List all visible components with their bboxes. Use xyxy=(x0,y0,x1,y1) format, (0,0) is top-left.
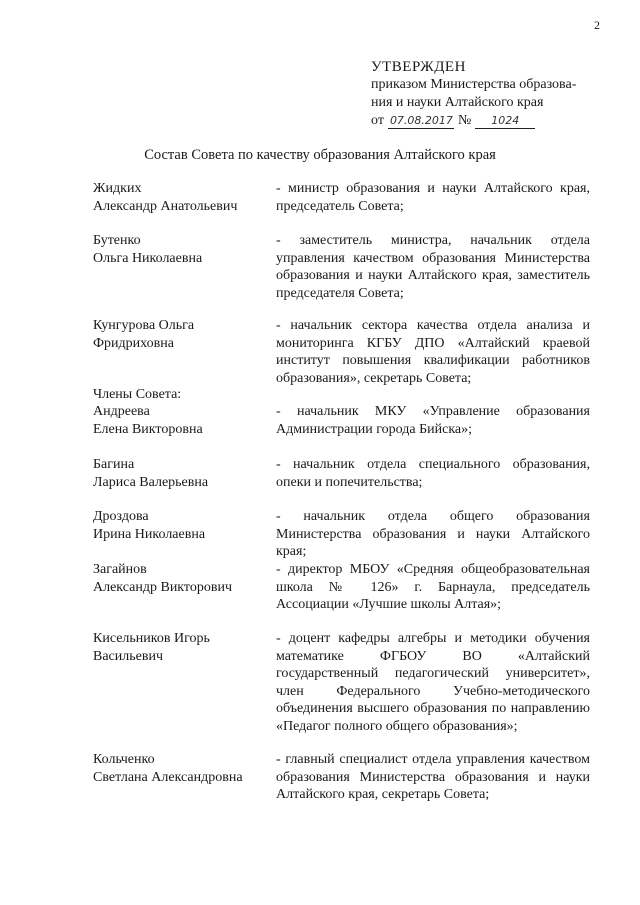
member-surname: Дроздова xyxy=(93,509,149,524)
order-date: 07.08.2017 xyxy=(389,114,453,127)
member-given-names: Васильевич xyxy=(93,648,163,664)
member-role: - директор МБОУ «Средняя общеобразовательная школа № 126» г. Барнаула, председатель Ассоциации «Лучшие школы Алтая»; xyxy=(276,562,590,612)
member-surname: Бутенко xyxy=(93,233,141,248)
member-role: - заместитель министра, начальник отдела управления качеством образования Министерства образования и науки Алтайского края, заместитель председателя Совета; xyxy=(276,233,590,301)
member-name xyxy=(93,508,276,561)
member-surname: Кунгурова Ольга xyxy=(93,318,195,333)
member-row xyxy=(93,317,590,387)
member-given-names: Ольга Николаевна xyxy=(93,250,203,266)
members-section-label: Члены Совета: xyxy=(93,387,182,402)
member-row xyxy=(93,403,590,438)
member-row xyxy=(93,751,590,804)
member-name xyxy=(93,456,276,491)
member-row xyxy=(93,456,590,491)
order-prefix: от xyxy=(371,113,384,128)
member-role: - начальник сектора качества отдела анализа и мониторинга КГБУ ДПО «Алтайский краевой институт повышения квалификации работников образования», секретарь Совета; xyxy=(276,318,590,386)
order-number: 1024 xyxy=(475,114,535,129)
member-row xyxy=(93,508,590,561)
member-name xyxy=(93,180,276,215)
member-row xyxy=(93,180,590,215)
member-surname: Жидких xyxy=(93,181,142,196)
member-surname: Багина xyxy=(93,457,135,472)
page-number: 2 xyxy=(594,18,600,32)
member-given-names: Александр Викторович xyxy=(93,579,233,595)
member-surname: Загайнов xyxy=(93,562,147,577)
member-name xyxy=(93,403,276,438)
approval-line-1: приказом Министерства образова- xyxy=(371,77,577,92)
approval-line-2: ния и науки Алтайского края xyxy=(371,95,544,110)
member-role: - начальник отдела общего образования Министерства образования и науки Алтайского края; xyxy=(276,509,590,559)
approval-title: УТВЕРЖДЕН xyxy=(371,59,466,75)
member-surname: Андреева xyxy=(93,404,150,419)
approval-block xyxy=(371,58,603,130)
member-row xyxy=(93,630,590,735)
member-given-names: Светлана Александровна xyxy=(93,769,243,785)
member-role: - министр образования и науки Алтайского края, председатель Совета; xyxy=(276,181,590,214)
member-surname: Кольченко xyxy=(93,752,155,767)
member-row xyxy=(93,561,590,614)
member-name xyxy=(93,630,276,735)
member-given-names: Елена Викторовна xyxy=(93,421,203,437)
member-name xyxy=(93,317,276,387)
member-name xyxy=(93,561,276,614)
member-role: - главный специалист отдела управления качеством образования Министерства образования и науки Алтайского края, секретарь Совета; xyxy=(276,752,590,802)
member-given-names: Ирина Николаевна xyxy=(93,526,206,542)
member-name xyxy=(93,751,276,804)
member-row xyxy=(93,232,590,302)
document-title: Состав Совета по качеству образования Алтайского края xyxy=(144,147,496,163)
member-given-names: Фридриховна xyxy=(93,335,174,351)
order-line xyxy=(371,112,603,130)
member-given-names: Лариса Валерьевна xyxy=(93,474,209,490)
member-surname: Кисельников Игорь xyxy=(93,631,210,646)
member-role: - доцент кафедры алгебры и методики обучения математике ФГБОУ ВО «Алтайский государственный педагогический университет», член Федерального Учебно-методического объединения высшего образования по направлению «Педагог полного общего образования»; xyxy=(276,631,590,734)
member-role: - начальник отдела специального образования, опеки и попечительства; xyxy=(276,457,590,490)
member-given-names: Александр Анатольевич xyxy=(93,198,238,214)
member-name xyxy=(93,232,276,302)
order-number-sign: № xyxy=(457,113,472,128)
member-role: - начальник МКУ «Управление образования Администрации города Бийска»; xyxy=(276,404,590,437)
